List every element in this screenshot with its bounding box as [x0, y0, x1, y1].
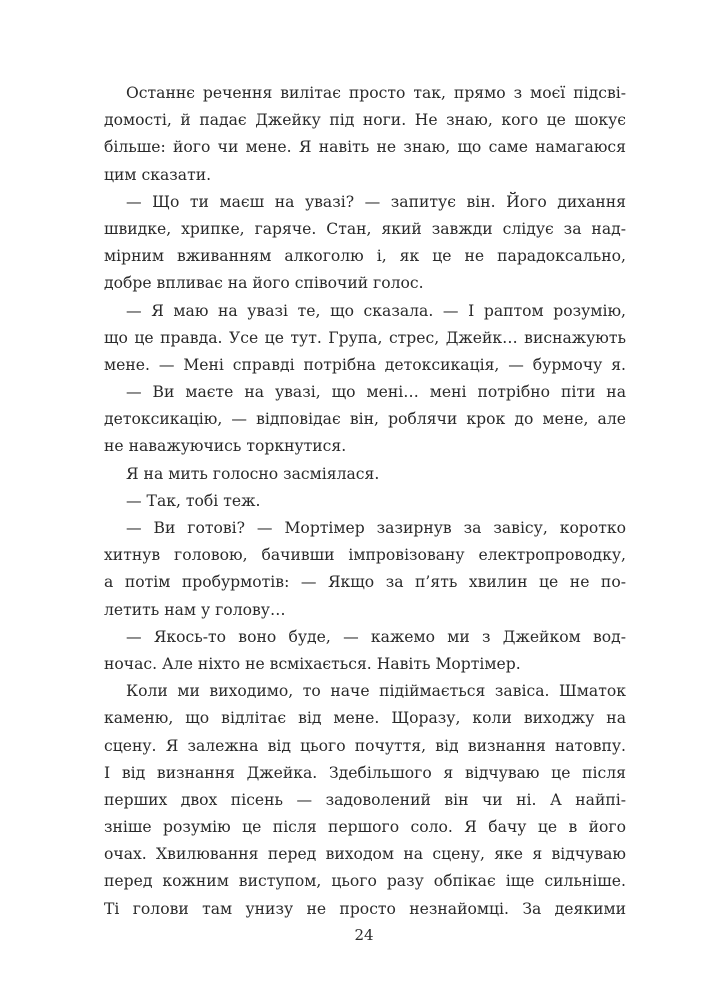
text-line: перших двох пісень — задоволений він чи ні. А найпі- — [104, 790, 626, 809]
text-line: летить нам у голову… — [104, 600, 286, 619]
text-line: детоксикацію, — відповідає він, роблячи крок до мене, але — [104, 410, 626, 429]
text-line: ночас. Але ніхто не всміхається. Навіть Мортімер. — [104, 654, 521, 673]
text-line: зніше розумію це після першого соло. Я бачу це в його — [104, 818, 626, 837]
text-line: — Так, тобі теж. — [126, 491, 261, 510]
text-line: перед кожним виступом, цього разу обпікає іще сильніше. — [104, 872, 626, 891]
text-line: мірним вживанням алкоголю і, як це не парадоксально, — [104, 247, 626, 266]
text-line: а потім пробурмотів: — Якщо за п’ять хвилин це не по- — [104, 573, 626, 592]
text-line: більше: його чи мене. Я навіть не знаю, що саме намагаюся — [104, 138, 626, 157]
text-line: що це правда. Усе це тут. Група, стрес, Джейк… виснажують — [104, 328, 626, 347]
text-line: — Я маю на увазі те, що сказала. — І раптом розумію, — [126, 301, 626, 320]
text-line: Я на мить голосно засміялася. — [126, 464, 380, 483]
text-line: — Ви готові? — Мортімер зазирнув за завісу, коротко — [126, 519, 626, 537]
text-line: — Що ти маєш на увазі? — запитує він. Його дихання — [126, 192, 626, 211]
text-line: домості, й падає Джейку під ноги. Не знаю, кого це шокує — [104, 111, 626, 130]
text-line: — Ви маєте на увазі, що мені… мені потрібно піти на — [126, 383, 626, 402]
text-line: добре впливає на його співочий голос. — [104, 274, 424, 293]
text-line: хитнув головою, бачивши імпровізовану електропроводку, — [104, 546, 626, 565]
text-line: цим сказати. — [104, 165, 212, 184]
text-line: швидке, хрипке, гаряче. Стан, який завжди слідує за над- — [104, 219, 626, 238]
text-line: не наважуючись торкнутися. — [104, 437, 347, 456]
text-line: сцену. Я залежна від цього почуття, від визнання натовпу. — [104, 736, 626, 755]
page-number: 24 — [354, 926, 374, 944]
text-line: — Якось-то воно буде, — кажемо ми з Джейком вод- — [126, 627, 626, 646]
text-line: Коли ми виходимо, то наче підіймається завіса. Шматок — [126, 682, 626, 701]
text-line: І від визнання Джейка. Здебільшого я відчуваю це після — [104, 763, 626, 782]
text-line: Ті голови там унизу не просто незнайомці. За деякими — [104, 899, 626, 918]
text-line: Останнє речення вилітає просто так, прямо з моєї підсві- — [126, 84, 626, 102]
text-line: каменю, що відлітає від мене. Щоразу, коли виходжу на — [104, 709, 626, 728]
body-text — [104, 80, 626, 923]
text-line: очах. Хвилювання перед виходом на сцену, яке я відчуваю — [104, 845, 626, 864]
text-line: мене. — Мені справді потрібна детоксикація, — бурмочу я. — [104, 355, 626, 374]
